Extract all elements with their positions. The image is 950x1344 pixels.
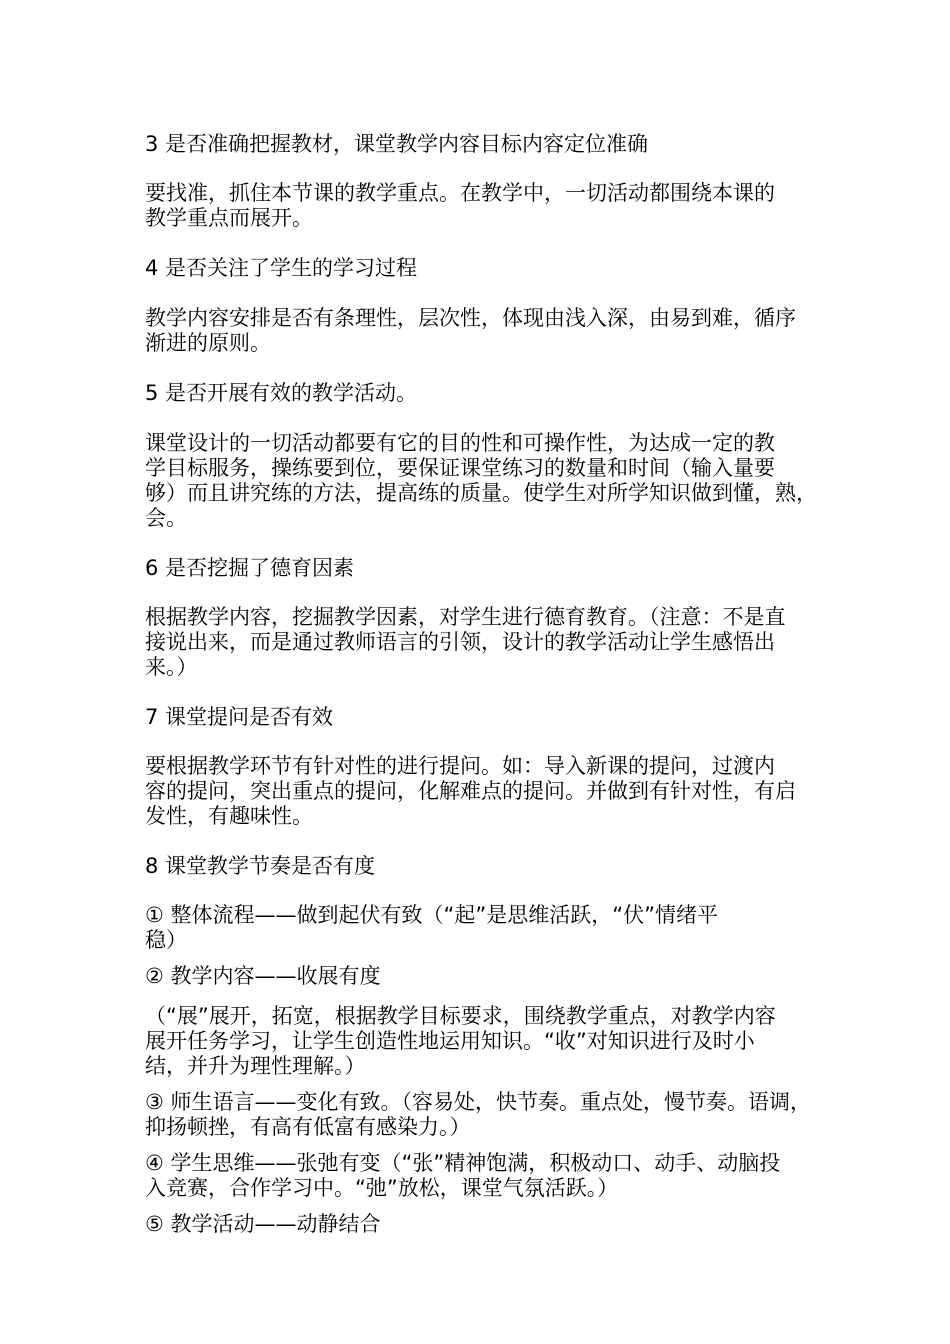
list-item-overall-flow: ① 整体流程——做到起伏有致（“起”是思维活跃，“伏”情绪平 稳） bbox=[145, 903, 719, 952]
section-heading-5: 5 是否开展有效的教学活动。 bbox=[145, 381, 418, 405]
section-body-4: 教学内容安排是否有条理性，层次性，体现由浅入深，由易到难，循序 渐进的原则。 bbox=[145, 306, 796, 355]
section-heading-3: 3 是否准确把握教材，课堂教学内容目标内容定位准确 bbox=[145, 132, 649, 156]
section-heading-8: 8 课堂教学节奏是否有度 bbox=[145, 854, 376, 878]
section-body-3: 要找准，抓住本节课的教学重点。在教学中，一切活动都围绕本课的 教学重点而展开。 bbox=[145, 181, 775, 230]
list-item-teaching-activities: ⑤ 教学活动——动静结合 bbox=[145, 1212, 381, 1236]
list-item-teaching-content: ② 教学内容——收展有度 bbox=[145, 964, 381, 988]
section-body-6: 根据教学内容，挖掘教学因素，对学生进行德育教育。（注意：不是直 接说出来，而是通过教师语言的引领，设计的教学活动让学生感悟出 来。） bbox=[145, 605, 786, 679]
section-body-7: 要根据教学环节有针对性的进行提问。如：导入新课的提问，过渡内 容的提问，突出重点的提问，化解难点的提问。并做到有针对性，有启 发性，有趣味性。 bbox=[145, 754, 796, 828]
section-heading-6: 6 是否挖掘了德育因素 bbox=[145, 556, 355, 580]
list-item-expand-collapse-note: （“展”展开，拓宽，根据教学目标要求，围绕教学重点，对教学内容 展开任务学习，让学生创造性地运用知识。“收”对知识进行及时小 结，并升为理性理解。） bbox=[145, 1004, 776, 1078]
list-item-teacher-student-language: ③ 师生语言——变化有致。（容易处，快节奏。重点处，慢节奏。语调， 抑扬顿挫，有高有低富有感染力。） bbox=[145, 1090, 811, 1139]
section-heading-4: 4 是否关注了学生的学习过程 bbox=[145, 256, 418, 280]
section-body-5: 课堂设计的一切活动都要有它的目的性和可操作性，为达成一定的教 学目标服务，操练要到位，要保证课堂练习的数量和时间（输入量要 够）而且讲究练的方法，提高练的质量。使学生对所学知识做到懂，熟， 会。 bbox=[145, 431, 817, 530]
list-item-student-thinking: ④ 学生思维——张弛有变（“张”精神饱满，积极动口、动手、动脑投 入竞赛，合作学习中。“弛”放松，课堂气氛活跃。） bbox=[145, 1151, 781, 1200]
section-heading-7: 7 课堂提问是否有效 bbox=[145, 705, 334, 729]
